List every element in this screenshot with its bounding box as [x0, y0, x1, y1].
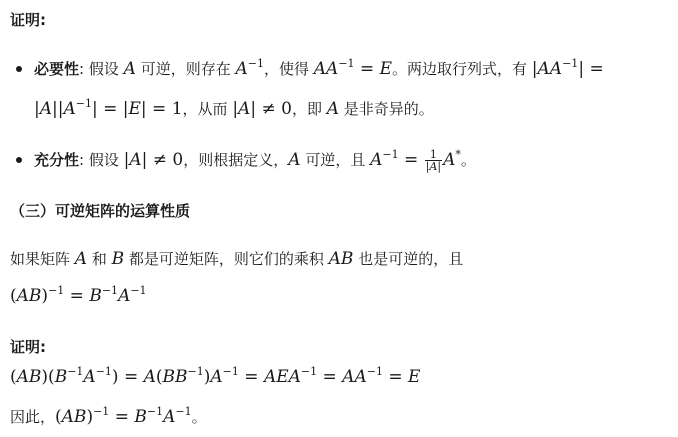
section-title: （三）可逆矩阵的运算性质 — [10, 202, 191, 220]
sufficiency-line: 充分性: 假设 |A| ≠ 0，则根据定义，A 可逆，且 $A^{-1}$ = $\frac{1}{|A|}$ A*。 — [34, 148, 476, 173]
proof-heading-2: 证明: — [10, 338, 47, 356]
bullet-sufficiency — [16, 157, 22, 163]
property-formula: $(AB)^{-1} = B^{-1}A^{-1}$ — [10, 284, 147, 306]
necessity-line-1: 必要性: 假设 A 可逆，则存在 $A^{-1}$，使得 $AA^{-1} = E$。两边取行列式，有 $|AA^{-1}|$ = — [34, 57, 604, 79]
conclusion-line: 因此，$(AB)^{-1} = B^{-1}A^{-1}$。 — [10, 405, 207, 427]
bullet-necessity — [16, 66, 22, 72]
property-statement: 如果矩阵 A 和 B 都是可逆矩阵，则它们的乘积 AB 也是可逆的，且 — [10, 249, 464, 269]
proof-formula: $(AB)(B^{-1}A^{-1}) = A(BB^{-1})A^{-1} = AEA^{-1} = AA^{-1} = E$ — [10, 365, 421, 387]
proof-heading-1: 证明: — [10, 11, 47, 29]
necessity-line-2: $|A||A^{-1}| = |E| = 1$，从而 |A| ≠ 0，即 A 是非奇异的。 — [34, 97, 434, 119]
